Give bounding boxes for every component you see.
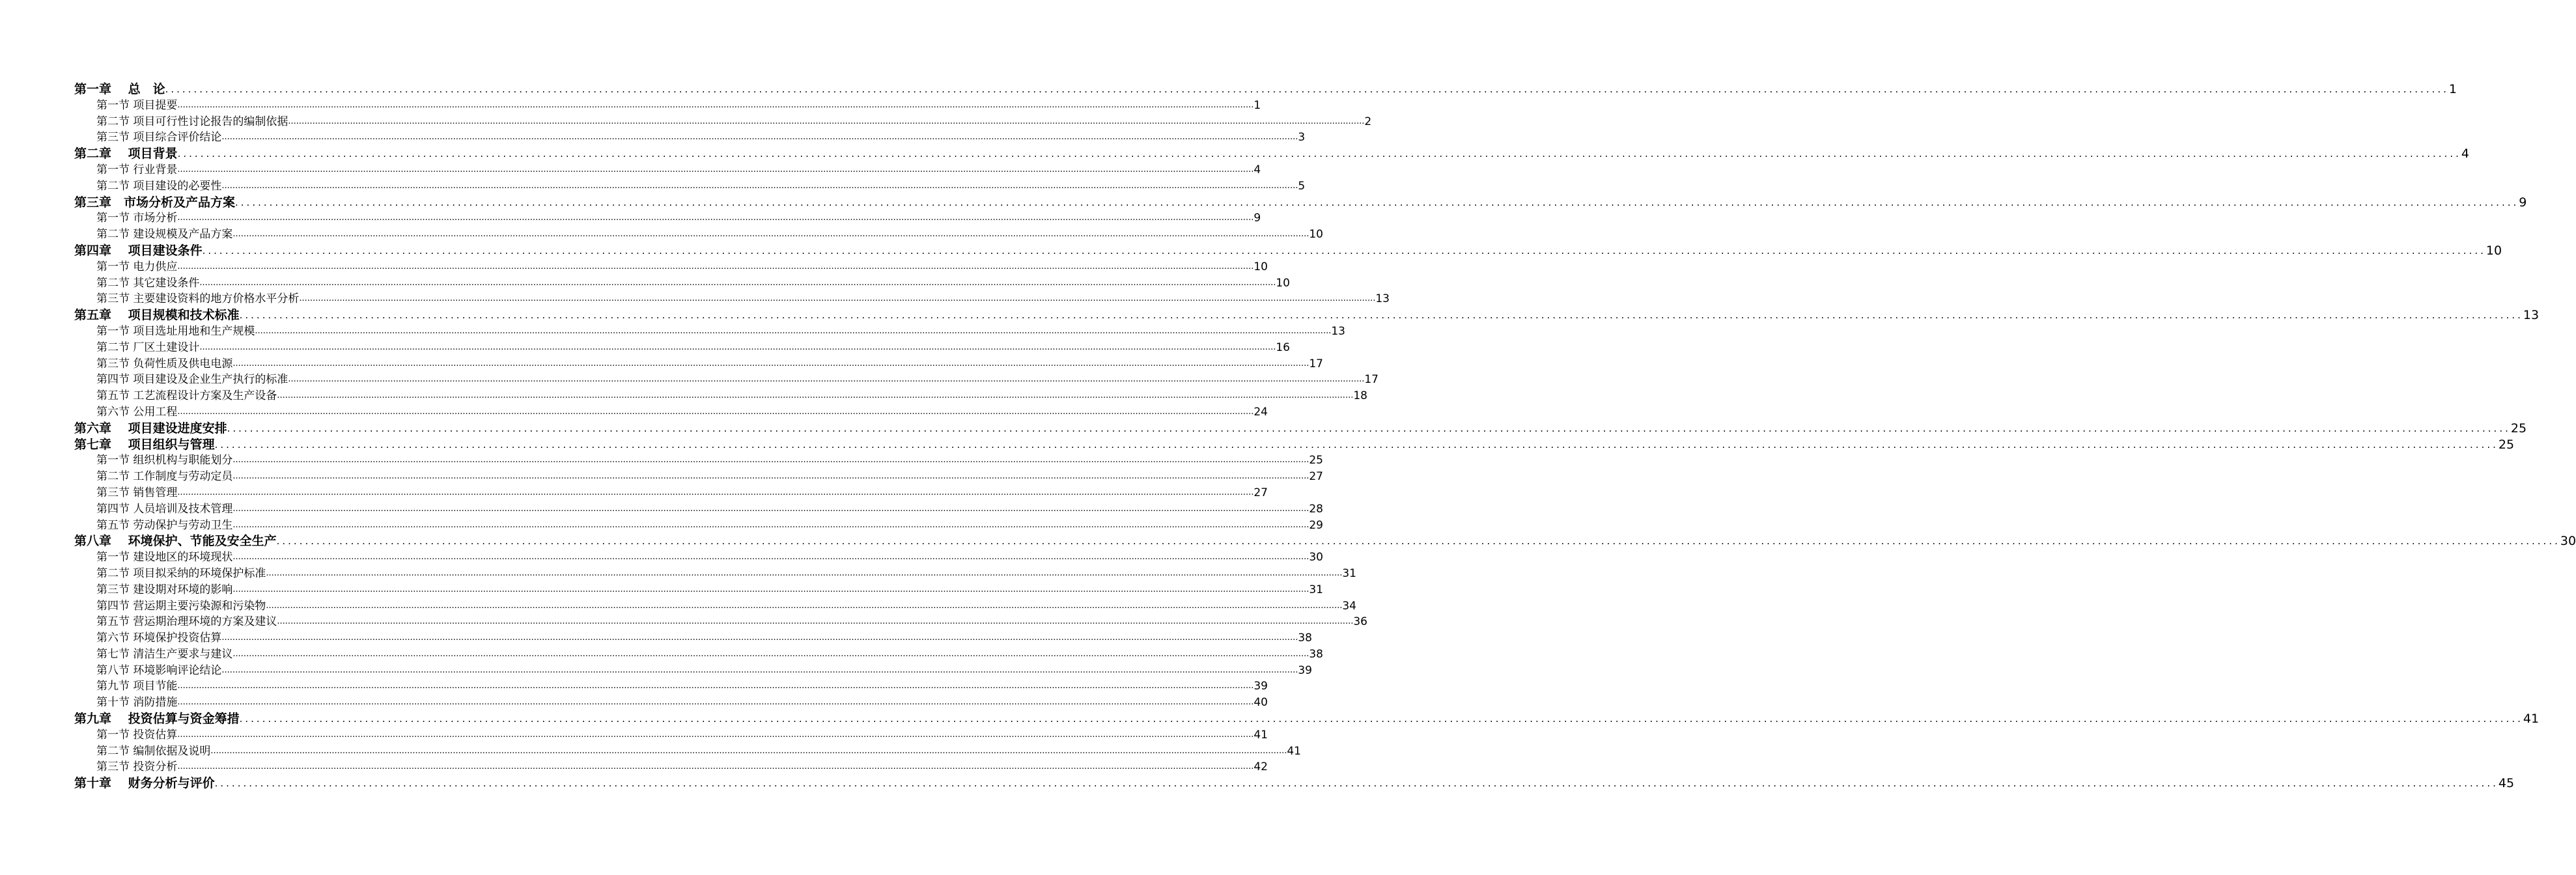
- toc-chapter-entry[interactable]: [74, 711, 2540, 727]
- dot-leader: ................................................................................................................................................................................................................................................................................................................................................................................................................: [199, 342, 1276, 352]
- toc-entry-title: 第一节 项目选址用地和生产规模: [96, 324, 255, 338]
- dot-leader: ................................................................................................................................................................................................................................................................................................................................................................................................................: [210, 745, 1287, 756]
- dot-leader: ................................................................................................................................................................................................................................................................................................................................................................................................................: [232, 358, 1309, 368]
- toc-entry-title: 第八章 环境保护、节能及安全生产: [74, 534, 277, 549]
- toc-entry-page-number: 1: [2448, 82, 2457, 96]
- toc-entry-title: 第一节 建设地区的环境现状: [96, 551, 233, 564]
- toc-entry-page-number: 25: [2498, 437, 2515, 452]
- dot-leader: ................................................................................................................................................................................................................................................................................................................................................................................................................: [177, 681, 1254, 691]
- dot-leader: ................................................................................................................................................................................................................................................................................................................................................................................................................: [177, 697, 1254, 708]
- dot-leader: ................................................................................................................................................................................................................................................................................................................................................................................................................: [235, 196, 2519, 208]
- toc-entry-page-number: 31: [1342, 566, 1356, 580]
- toc-chapter-entry[interactable]: [74, 533, 2576, 549]
- toc-entry-page-number: 2: [1364, 115, 1372, 128]
- dot-leader: ................................................................................................................................................................................................................................................................................................................................................................................................................: [232, 520, 1309, 530]
- dot-leader: ................................................................................................................................................................................................................................................................................................................................................................................................................: [277, 617, 1354, 627]
- toc-section-entry[interactable]: [74, 259, 1268, 275]
- dot-leader: ................................................................................................................................................................................................................................................................................................................................................................................................................: [277, 391, 1354, 401]
- dot-leader: ................................................................................................................................................................................................................................................................................................................................................................................................................: [177, 762, 1254, 772]
- toc-section-entry[interactable]: [74, 469, 1323, 485]
- toc-entry-page-number: 18: [1353, 389, 1367, 403]
- toc-entry-title: 第一节 电力供应: [96, 260, 178, 273]
- toc-entry-page-number: 29: [1309, 518, 1323, 532]
- toc-entry-page-number: 41: [2523, 712, 2540, 727]
- dot-leader: ................................................................................................................................................................................................................................................................................................................................................................................................................: [266, 568, 1343, 578]
- toc-entry-title: 第五章 项目规模和技术标准: [74, 308, 240, 323]
- toc-entry-page-number: 30: [2560, 534, 2576, 549]
- dot-leader: ................................................................................................................................................................................................................................................................................................................................................................................................................: [177, 261, 1254, 271]
- toc-entry-page-number: 30: [1309, 551, 1323, 564]
- toc-entry-page-number: 9: [2519, 195, 2527, 210]
- toc-entry-title: 第二节 其它建设条件: [96, 276, 200, 290]
- dot-leader: ................................................................................................................................................................................................................................................................................................................................................................................................................: [177, 729, 1254, 740]
- toc-entry-title: 第一节 组织机构与职能划分: [96, 454, 233, 467]
- toc-entry-title: 第一节 市场分析: [96, 212, 178, 225]
- toc-entry-title: 第二节 厂区土建设计: [96, 340, 200, 354]
- toc-entry-title: 第十节 消防措施: [96, 696, 178, 710]
- toc-entry-page-number: 13: [2523, 308, 2540, 323]
- toc-section-entry[interactable]: [74, 759, 1268, 775]
- dot-leader: ................................................................................................................................................................................................................................................................................................................................................................................................................: [177, 100, 1254, 110]
- toc-entry-page-number: 39: [1298, 663, 1312, 677]
- toc-section-entry[interactable]: [74, 356, 1323, 372]
- toc-section-entry[interactable]: [74, 404, 1268, 421]
- toc-entry-page-number: 25: [1309, 454, 1323, 467]
- toc-entry-page-number: 5: [1298, 179, 1306, 193]
- toc-entry-page-number: 17: [1364, 373, 1379, 387]
- toc-entry-page-number: 24: [1253, 405, 1268, 419]
- dot-leader: ................................................................................................................................................................................................................................................................................................................................................................................................................: [232, 648, 1309, 659]
- toc-section-entry[interactable]: [74, 388, 1367, 404]
- toc-entry-page-number: 1: [1253, 98, 1261, 112]
- dot-leader: ................................................................................................................................................................................................................................................................................................................................................................................................................: [177, 164, 1254, 174]
- toc-section-entry[interactable]: [74, 501, 1323, 518]
- toc-entry-page-number: 3: [1298, 131, 1306, 145]
- toc-entry-title: 第三节 销售管理: [96, 486, 178, 499]
- dot-leader: ................................................................................................................................................................................................................................................................................................................................................................................................................: [232, 552, 1309, 562]
- toc-section-entry[interactable]: [74, 678, 1268, 695]
- dot-leader: ................................................................................................................................................................................................................................................................................................................................................................................................................: [276, 535, 2560, 548]
- toc-section-entry[interactable]: [74, 695, 1268, 711]
- toc-entry-page-number: 13: [1331, 324, 1345, 338]
- toc-chapter-entry[interactable]: [74, 775, 2515, 792]
- dot-leader: ................................................................................................................................................................................................................................................................................................................................................................................................................: [214, 438, 2499, 451]
- toc-entry-title: 第四节 营运期主要污染源和污染物: [96, 599, 266, 613]
- toc-entry-page-number: 41: [1253, 728, 1268, 742]
- dot-leader: ................................................................................................................................................................................................................................................................................................................................................................................................................: [221, 180, 1298, 191]
- toc-entry-page-number: 31: [1309, 583, 1323, 596]
- dot-leader: ................................................................................................................................................................................................................................................................................................................................................................................................................: [288, 374, 1365, 385]
- dot-leader: ................................................................................................................................................................................................................................................................................................................................................................................................................: [177, 213, 1254, 223]
- toc-section-entry[interactable]: [74, 566, 1356, 582]
- dot-leader: ................................................................................................................................................................................................................................................................................................................................................................................................................: [221, 665, 1298, 675]
- toc-entry-title: 第一节 项目提要: [96, 98, 178, 112]
- toc-entry-title: 第七节 清洁生产要求与建议: [96, 647, 233, 661]
- dot-leader: ................................................................................................................................................................................................................................................................................................................................................................................................................: [255, 326, 1332, 336]
- toc-section-entry[interactable]: [74, 549, 1323, 566]
- toc-chapter-entry[interactable]: [74, 243, 2502, 259]
- toc-entry-page-number: 10: [2485, 243, 2502, 258]
- dot-leader: ................................................................................................................................................................................................................................................................................................................................................................................................................: [232, 229, 1309, 240]
- toc-section-entry[interactable]: [74, 130, 1306, 146]
- toc-entry-title: 第一节 投资估算: [96, 728, 178, 742]
- toc-section-entry[interactable]: [74, 727, 1268, 743]
- toc-entry-page-number: 10: [1276, 276, 1290, 290]
- toc-entry-page-number: 38: [1309, 647, 1323, 661]
- toc-entry-page-number: 10: [1309, 228, 1323, 242]
- dot-leader: ................................................................................................................................................................................................................................................................................................................................................................................................................: [232, 471, 1309, 482]
- dot-leader: ................................................................................................................................................................................................................................................................................................................................................................................................................: [232, 455, 1309, 465]
- toc-entry-title: 第六节 公用工程: [96, 405, 178, 419]
- toc-section-entry[interactable]: [74, 114, 1372, 130]
- toc-entry-title: 第一节 行业背景: [96, 163, 178, 176]
- toc-section-entry[interactable]: [74, 210, 1261, 227]
- toc-entry-page-number: 27: [1309, 470, 1323, 484]
- dot-leader: ................................................................................................................................................................................................................................................................................................................................................................................................................: [288, 116, 1365, 126]
- toc-entry-title: 第九节 项目节能: [96, 680, 178, 693]
- toc-entry-page-number: 4: [2461, 146, 2469, 161]
- dot-leader: ................................................................................................................................................................................................................................................................................................................................................................................................................: [232, 584, 1309, 594]
- dot-leader: ................................................................................................................................................................................................................................................................................................................................................................................................................: [177, 406, 1254, 417]
- toc-section-entry[interactable]: [74, 372, 1379, 388]
- dot-leader: ................................................................................................................................................................................................................................................................................................................................................................................................................: [239, 713, 2523, 725]
- toc-entry-page-number: 4: [1253, 163, 1261, 176]
- toc-chapter-entry[interactable]: [74, 81, 2457, 98]
- toc-entry-page-number: 34: [1342, 599, 1356, 613]
- dot-leader: ................................................................................................................................................................................................................................................................................................................................................................................................................: [202, 244, 2486, 257]
- toc-entry-title: 第十章 财务分析与评价: [74, 776, 215, 791]
- toc-entry-title: 第三节 建设期对环境的影响: [96, 583, 233, 596]
- toc-entry-page-number: 40: [1253, 696, 1268, 710]
- toc-entry-title: 第四节 人员培训及技术管理: [96, 502, 233, 516]
- toc-section-entry[interactable]: [74, 340, 1290, 356]
- toc-section-entry[interactable]: [74, 663, 1312, 679]
- toc-entry-page-number: 16: [1276, 340, 1290, 354]
- toc-chapter-entry[interactable]: [74, 146, 2469, 162]
- toc-entry-title: 第二节 编制依据及说明: [96, 744, 211, 758]
- dot-leader: ................................................................................................................................................................................................................................................................................................................................................................................................................: [177, 148, 2461, 160]
- toc-section-entry[interactable]: [74, 582, 1323, 598]
- dot-leader: ................................................................................................................................................................................................................................................................................................................................................................................................................: [177, 487, 1254, 497]
- toc-entry-title: 第六节 环境保护投资估算: [96, 632, 222, 645]
- toc-entry-title: 第八节 环境影响评论结论: [96, 663, 222, 677]
- dot-leader: ................................................................................................................................................................................................................................................................................................................................................................................................................: [227, 422, 2511, 434]
- toc-entry-title: 第五节 工艺流程设计方案及生产设备: [96, 389, 277, 403]
- dot-leader: ................................................................................................................................................................................................................................................................................................................................................................................................................: [266, 600, 1343, 611]
- toc-entry-title: 第三节 项目综合评价结论: [96, 131, 222, 145]
- toc-entry-title: 第六章 项目建设进度安排: [74, 421, 227, 436]
- toc-entry-page-number: 17: [1309, 357, 1323, 370]
- toc-entry-title: 第一章 总 论: [74, 82, 165, 96]
- dot-leader: ................................................................................................................................................................................................................................................................................................................................................................................................................: [199, 277, 1276, 288]
- toc-entry-title: 第三章 市场分析及产品方案: [74, 195, 236, 210]
- toc-entry-page-number: 42: [1253, 760, 1268, 774]
- toc-section-entry[interactable]: [74, 98, 1261, 114]
- toc-section-entry[interactable]: [74, 614, 1367, 630]
- toc-entry-page-number: 28: [1309, 502, 1323, 516]
- dot-leader: ................................................................................................................................................................................................................................................................................................................................................................................................................: [165, 83, 2449, 95]
- toc-entry-page-number: 38: [1298, 632, 1312, 645]
- toc-entry-title: 第二节 项目可行性讨论报告的编制依据: [96, 115, 288, 128]
- toc-entry-title: 第九章 投资估算与资金筹措: [74, 712, 240, 727]
- dot-leader: ................................................................................................................................................................................................................................................................................................................................................................................................................: [239, 309, 2523, 322]
- toc-section-entry[interactable]: [74, 630, 1312, 646]
- toc-entry-title: 第三节 负荷性质及供电电源: [96, 357, 233, 370]
- toc-entry-page-number: 9: [1253, 212, 1261, 225]
- dot-leader: ................................................................................................................................................................................................................................................................................................................................................................................................................: [299, 294, 1376, 304]
- dot-leader: ................................................................................................................................................................................................................................................................................................................................................................................................................: [214, 777, 2499, 790]
- toc-chapter-entry[interactable]: [74, 195, 2527, 211]
- toc-entry-page-number: 10: [1253, 260, 1268, 273]
- toc-entry-title: 第四节 项目建设及企业生产执行的标准: [96, 373, 288, 387]
- toc-entry-page-number: 36: [1353, 615, 1367, 629]
- toc-entry-title: 第五节 营运期治理环境的方案及建议: [96, 615, 277, 629]
- toc-section-entry[interactable]: [74, 227, 1323, 243]
- toc-chapter-entry[interactable]: [74, 307, 2540, 324]
- toc-section-entry[interactable]: [74, 275, 1290, 292]
- toc-entry-title: 第四章 项目建设条件: [74, 243, 203, 258]
- toc-section-entry[interactable]: [74, 743, 1301, 760]
- table-of-contents: [74, 81, 2576, 792]
- toc-section-entry[interactable]: [74, 178, 1306, 195]
- toc-entry-title: 第三节 投资分析: [96, 760, 178, 774]
- dot-leader: ................................................................................................................................................................................................................................................................................................................................................................................................................: [221, 132, 1298, 143]
- toc-entry-page-number: 25: [2510, 421, 2527, 436]
- toc-section-entry[interactable]: [74, 518, 1323, 534]
- dot-leader: ................................................................................................................................................................................................................................................................................................................................................................................................................: [232, 503, 1309, 514]
- toc-section-entry[interactable]: [74, 598, 1356, 615]
- dot-leader: ................................................................................................................................................................................................................................................................................................................................................................................................................: [221, 633, 1298, 643]
- toc-chapter-entry[interactable]: [74, 421, 2527, 437]
- toc-entry-title: 第七章 项目组织与管理: [74, 437, 215, 452]
- toc-section-entry[interactable]: [74, 324, 1345, 340]
- toc-entry-title: 第二节 项目拟采纳的环境保护标准: [96, 566, 266, 580]
- toc-entry-page-number: 39: [1253, 680, 1268, 693]
- toc-entry-title: 第二节 项目建设的必要性: [96, 179, 222, 193]
- toc-entry-page-number: 27: [1253, 486, 1268, 499]
- toc-chapter-entry[interactable]: [74, 437, 2515, 453]
- toc-section-entry[interactable]: [74, 646, 1323, 663]
- toc-entry-title: 第二节 工作制度与劳动定员: [96, 470, 233, 484]
- toc-section-entry[interactable]: [74, 291, 1390, 307]
- toc-entry-title: 第二章 项目背景: [74, 146, 178, 161]
- toc-entry-title: 第五节 劳动保护与劳动卫生: [96, 518, 233, 532]
- toc-section-entry[interactable]: [74, 452, 1323, 469]
- toc-entry-title: 第二节 建设规模及产品方案: [96, 228, 233, 242]
- toc-entry-title: 第三节 主要建设资料的地方价格水平分析: [96, 292, 300, 306]
- toc-section-entry[interactable]: [74, 485, 1268, 501]
- toc-section-entry[interactable]: [74, 162, 1261, 178]
- toc-entry-page-number: 45: [2498, 776, 2515, 791]
- toc-entry-page-number: 13: [1375, 292, 1390, 306]
- toc-entry-page-number: 41: [1287, 744, 1301, 758]
